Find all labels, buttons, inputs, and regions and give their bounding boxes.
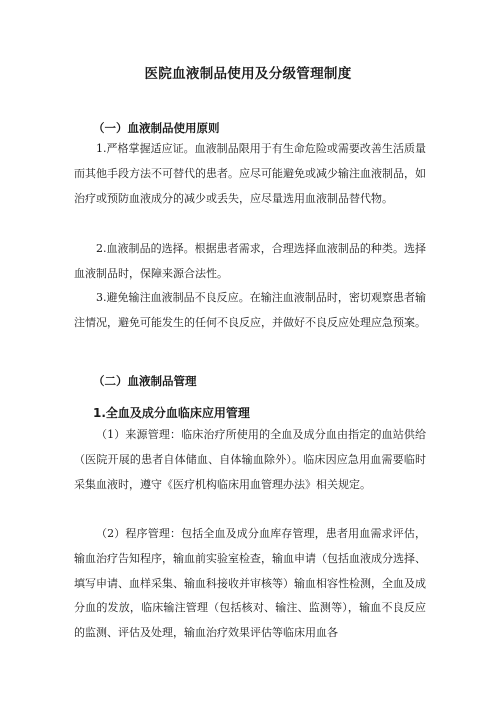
section-heading-usage-principles: （一）血液制品使用原则 <box>93 121 220 135</box>
paragraph-product-selection: 2.血液制品的选择。根据患者需求，合理选择血液制品的种类。选择血液制品时，保障来源合法性。 <box>74 242 426 280</box>
paragraph-adverse-reactions: 3.避免输注血液制品不良反应。在输注血液制品时，密切观察患者输注情况，避免可能发生的任何不良反应，并做好不良反应处理应急预案。 <box>74 291 426 329</box>
paragraph-procedure-management: （2）程序管理：包括全血及成分血库存管理，患者用血需求评估，输血治疗告知程序，输血前实验室检查，输血申请（包括血液成分选择、填写申请、血样采集、输血科接收并审核等）输血相容性检测，全血及成分血的发放，临床输注管理（包括核对、输注、监测等），输血不良反应的监测、评估及处理，输血治疗效果评估等临床用血各 <box>74 527 426 640</box>
subsection-heading-clinical-use: 1.全血及成分血临床应用管理 <box>93 406 250 420</box>
section-heading-management: （二）血液制品管理 <box>93 374 197 388</box>
paragraph-source-management: （1）来源管理：临床治疗所使用的全血及成分血由指定的血站供给（医院开展的患者自体储血、自体输血除外）。临床因应急用血需要临时采集血液时，遵守《医疗机构临床用血管理办法》相关规定。 <box>74 428 426 491</box>
document-title: 医院血液制品使用及分级管理制度 <box>144 66 352 82</box>
paragraph-indications: 1.严格掌握适应证。血液制品限用于有生命危险或需要改善生活质量而其他手段方法不可替代的患者。应尽可能避免或减少输注血液制品，如治疗或预防血液成分的减少或丢失，应尽量选用血液制品替代物。 <box>74 142 426 205</box>
